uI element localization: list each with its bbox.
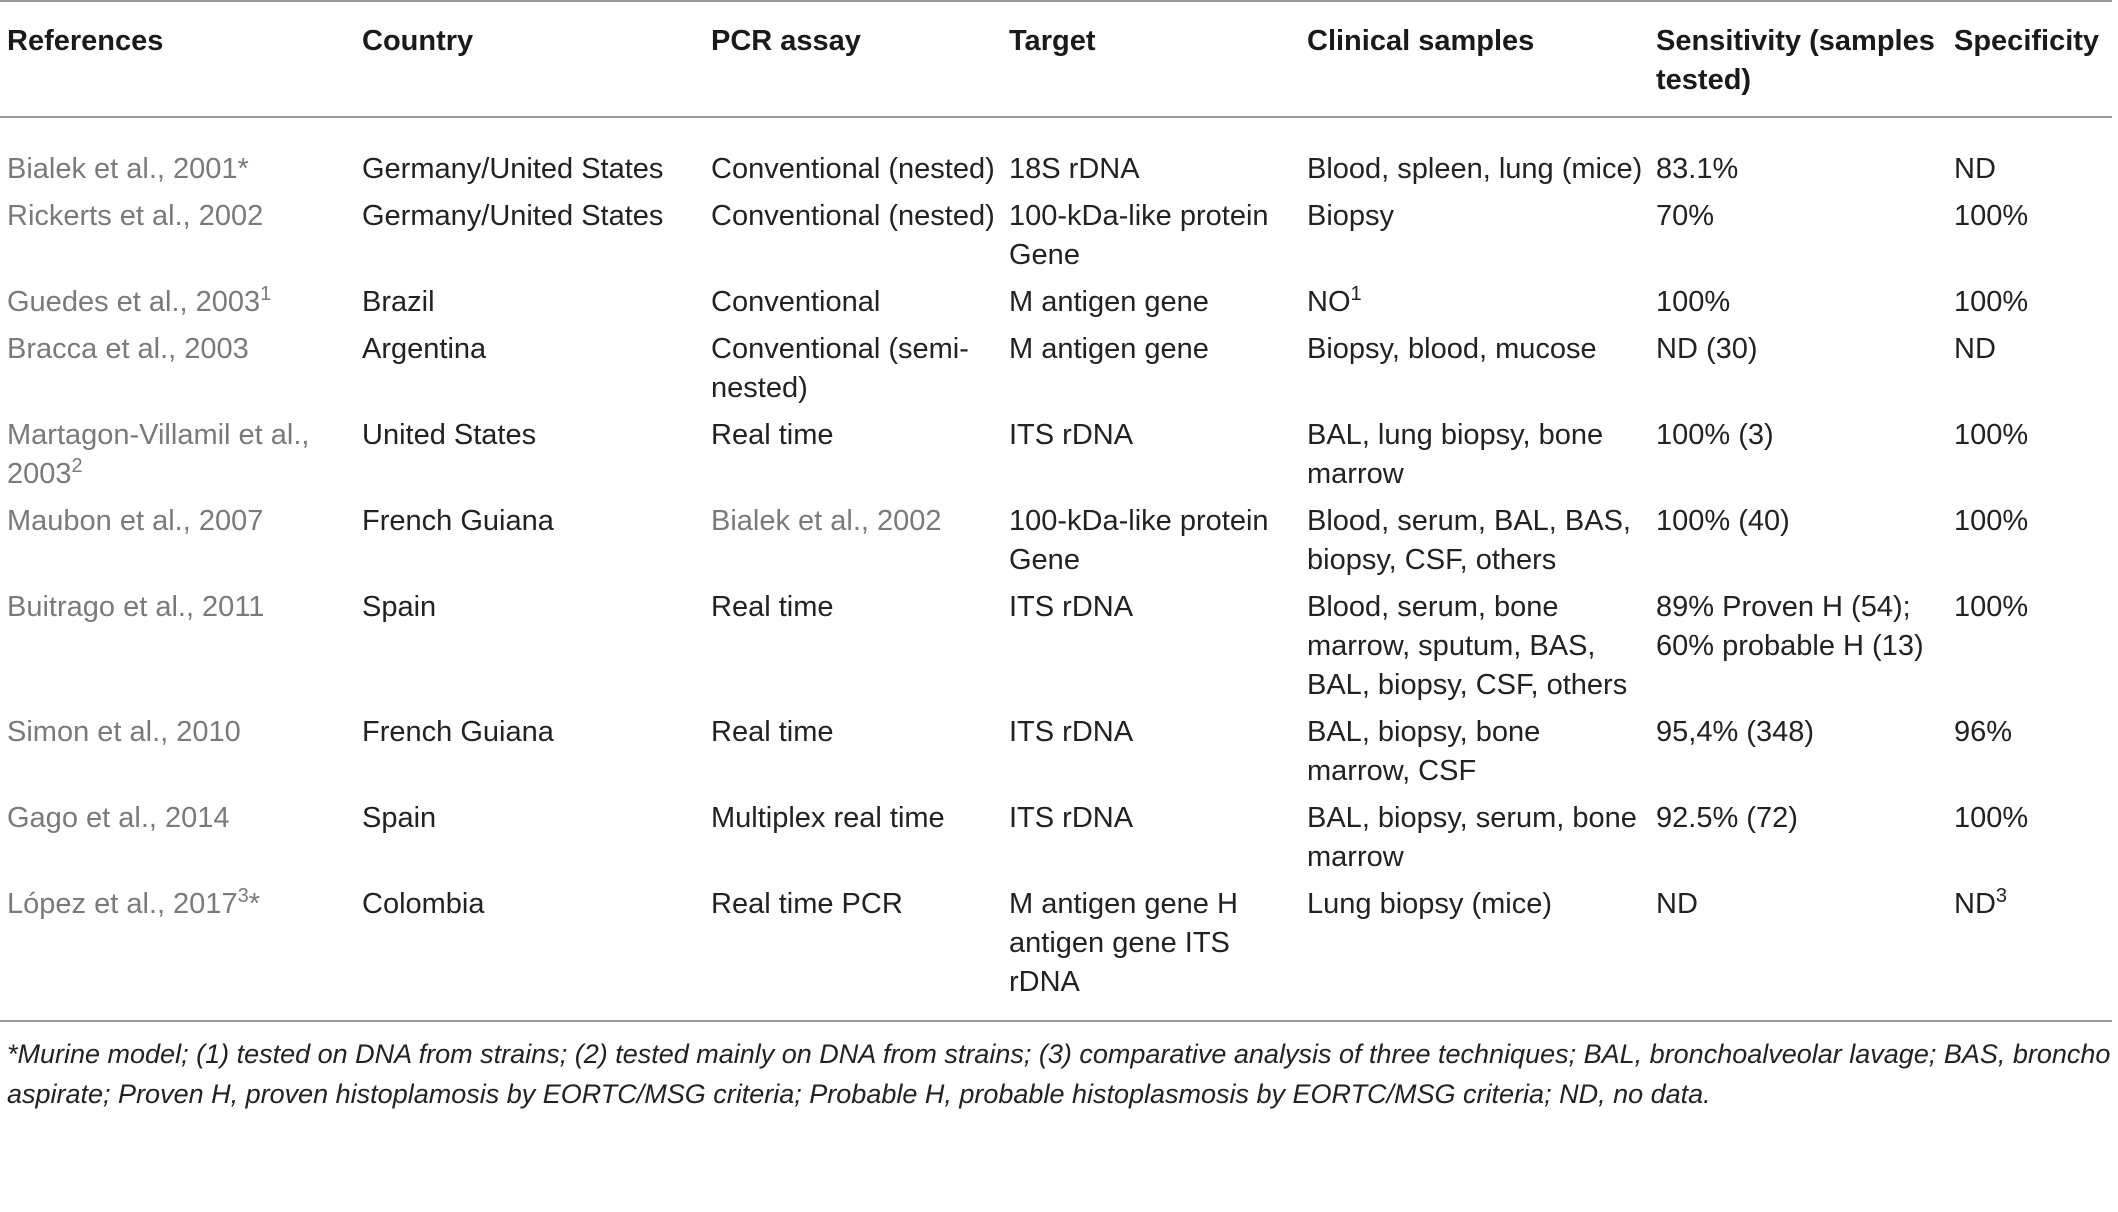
cell-target (1002, 799, 1300, 885)
cell-target (1002, 197, 1300, 283)
cell-pcr-assay (704, 197, 1002, 283)
table-body (0, 117, 2112, 1020)
specificity-text: 96% (1954, 716, 2013, 748)
cell-target (1002, 117, 1300, 197)
table-row (0, 416, 2112, 502)
pcr-assay-text: Conventional (711, 286, 881, 318)
cell-sensitivity (1649, 283, 1947, 330)
country-text: Spain (362, 591, 437, 623)
cell-specificity (1947, 197, 2112, 283)
header-clinical-samples: Clinical samples (1307, 25, 1535, 57)
sensitivity-text: ND (1656, 888, 1698, 920)
pcr-assay-text: Real time (711, 716, 834, 748)
cell-target (1002, 588, 1300, 713)
pcr-assay-text: Multiplex real time (711, 802, 945, 834)
cell-specificity (1947, 330, 2112, 416)
cell-specificity (1947, 283, 2112, 330)
cell-clinical-samples (1300, 588, 1649, 713)
cell-sensitivity (1649, 588, 1947, 713)
cell-reference (0, 117, 355, 197)
cell-country (355, 799, 704, 885)
table-row (0, 713, 2112, 799)
target-text: ITS rDNA (1009, 419, 1134, 451)
cell-country (355, 502, 704, 588)
cell-country (355, 117, 704, 197)
cell-reference (0, 197, 355, 283)
table-row (0, 588, 2112, 713)
cell-sensitivity (1649, 117, 1947, 197)
cell-specificity (1947, 502, 2112, 588)
target-text: ITS rDNA (1009, 802, 1134, 834)
specificity-text: 100% (1954, 200, 2029, 232)
target-text: M antigen gene (1009, 333, 1209, 365)
table-footnote: *Murine model; (1) tested on DNA from strains; (2) tested mainly on DNA from strains; (3) comparative analysis of three techniques; BAL, bronchoalveolar lavage; BAS, broncho aspirate; Proven H, proven histoplamosis by EORTC/MSG criteria; Probable H, probable histoplasmosis by EORTC/MSG criteria; ND, no data. (0, 1020, 2112, 1114)
cell-pcr-assay (704, 799, 1002, 885)
target-text: M antigen gene H antigen gene ITS rDNA (1009, 888, 1238, 998)
header-specificity: Specificity (1954, 25, 2100, 57)
cell-pcr-assay (704, 713, 1002, 799)
reference-text: Simon et al., 2010 (7, 716, 241, 748)
cell-sensitivity (1649, 799, 1947, 885)
cell-pcr-assay (704, 885, 1002, 1020)
table-row (0, 502, 2112, 588)
cell-country (355, 588, 704, 713)
header-sensitivity: Sensitivity (samples tested) (1656, 25, 1935, 96)
cell-reference (0, 416, 355, 502)
pcr-assay-text: Conventional (semi-nested) (711, 333, 969, 404)
cell-clinical-samples (1300, 283, 1649, 330)
pcr-assay-text: Real time (711, 591, 834, 623)
clinical-samples-text: Biopsy, blood, mucose (1307, 333, 1597, 365)
table-row (0, 197, 2112, 283)
cell-clinical-samples (1300, 885, 1649, 1020)
cell-specificity (1947, 799, 2112, 885)
cell-sensitivity (1649, 885, 1947, 1020)
target-text: M antigen gene (1009, 286, 1209, 318)
cell-target (1002, 283, 1300, 330)
cell-sensitivity (1649, 330, 1947, 416)
clinical-samples-text: Blood, serum, BAL, BAS, biopsy, CSF, others (1307, 505, 1631, 576)
header-country: Country (362, 25, 474, 57)
cell-clinical-samples (1300, 330, 1649, 416)
table-row (0, 799, 2112, 885)
target-text: 100-kDa-like protein Gene (1009, 505, 1269, 576)
specificity-text: 100% (1954, 286, 2029, 318)
reference-text: Bracca et al., 2003 (7, 333, 249, 365)
sensitivity-text: 92.5% (72) (1656, 802, 1798, 834)
cell-reference (0, 885, 355, 1020)
pcr-assay-text: Conventional (nested) (711, 153, 995, 185)
pcr-assay-text: Real time PCR (711, 888, 903, 920)
cell-country (355, 885, 704, 1020)
country-text: Brazil (362, 286, 435, 318)
cell-target (1002, 713, 1300, 799)
cell-specificity (1947, 713, 2112, 799)
reference-footnote-marker: 1 (260, 283, 272, 305)
sensitivity-text: ND (30) (1656, 333, 1758, 365)
cell-country (355, 330, 704, 416)
specificity-text: 100% (1954, 419, 2029, 451)
sensitivity-text: 83.1% (1656, 153, 1739, 185)
country-text: Spain (362, 802, 437, 834)
target-text: ITS rDNA (1009, 591, 1134, 623)
cell-pcr-assay (704, 502, 1002, 588)
cell-specificity (1947, 416, 2112, 502)
reference-text: Guedes et al., 2003 (7, 286, 261, 318)
table-row (0, 117, 2112, 197)
cell-sensitivity (1649, 197, 1947, 283)
country-text: Germany/United States (362, 200, 664, 232)
cell-country (355, 197, 704, 283)
sensitivity-text: 70% (1656, 200, 1715, 232)
clinical-samples-text: BAL, lung biopsy, bone marrow (1307, 419, 1604, 490)
country-text: Argentina (362, 333, 487, 365)
cell-specificity (1947, 117, 2112, 197)
country-text: French Guiana (362, 505, 554, 537)
table-row (0, 885, 2112, 1020)
header-row (0, 1, 2112, 117)
cell-sensitivity (1649, 713, 1947, 799)
specificity-text: ND (1954, 153, 1996, 185)
cell-reference (0, 330, 355, 416)
reference-text: Buitrago et al., 2011 (7, 591, 265, 623)
cell-target (1002, 502, 1300, 588)
samples-footnote-marker: 1 (1350, 283, 1362, 305)
target-text: ITS rDNA (1009, 716, 1134, 748)
cell-pcr-assay (704, 117, 1002, 197)
cell-pcr-assay (704, 283, 1002, 330)
cell-reference (0, 502, 355, 588)
cell-sensitivity (1649, 416, 1947, 502)
reference-footnote-marker: 3 (237, 885, 249, 907)
reference-asterisk: * (237, 153, 249, 185)
specificity-footnote-marker: 3 (1995, 885, 2008, 907)
clinical-samples-text: NO (1307, 286, 1351, 318)
specificity-text: 100% (1954, 505, 2029, 537)
cell-clinical-samples (1300, 799, 1649, 885)
cell-sensitivity (1649, 502, 1947, 588)
country-text: Colombia (362, 888, 485, 920)
specificity-text: ND (1954, 888, 1996, 920)
clinical-samples-text: Blood, serum, bone marrow, sputum, BAS, BAL, biopsy, CSF, others (1307, 591, 1628, 701)
pcr-assay-text: Conventional (nested) (711, 200, 995, 232)
country-text: United States (362, 419, 537, 451)
sensitivity-text: 95,4% (348) (1656, 716, 1814, 748)
table-row (0, 330, 2112, 416)
country-text: Germany/United States (362, 153, 664, 185)
cell-target (1002, 416, 1300, 502)
cell-reference (0, 588, 355, 713)
cell-clinical-samples (1300, 197, 1649, 283)
table-row (0, 283, 2112, 330)
sensitivity-text: 100% (40) (1656, 505, 1790, 537)
header-pcr-assay: PCR assay (711, 25, 861, 57)
cell-country (355, 416, 704, 502)
cell-country (355, 713, 704, 799)
reference-text: Maubon et al., 2007 (7, 505, 264, 537)
reference-text: Bialek et al., 2001 (7, 153, 238, 185)
target-text: 18S rDNA (1009, 153, 1140, 185)
table-header (0, 1, 2112, 117)
clinical-samples-text: Biopsy (1307, 200, 1395, 232)
cell-clinical-samples (1300, 416, 1649, 502)
cell-clinical-samples (1300, 713, 1649, 799)
cell-pcr-assay (704, 588, 1002, 713)
cell-target (1002, 885, 1300, 1020)
cell-specificity (1947, 588, 2112, 713)
specificity-text: 100% (1954, 802, 2029, 834)
cell-pcr-assay (704, 416, 1002, 502)
cell-pcr-assay (704, 330, 1002, 416)
cell-specificity (1947, 885, 2112, 1020)
reference-text: Martagon-Villamil et al., 2003 (7, 419, 310, 490)
pcr-assay-text: Real time (711, 419, 834, 451)
country-text: French Guiana (362, 716, 554, 748)
clinical-samples-text: BAL, biopsy, bone marrow, CSF (1307, 716, 1541, 787)
target-text: 100-kDa-like protein Gene (1009, 200, 1269, 271)
specificity-text: ND (1954, 333, 1996, 365)
pcr-assay-text: Bialek et al., 2002 (711, 505, 942, 537)
sensitivity-text: 100% (3) (1656, 419, 1774, 451)
sensitivity-text: 89% Proven H (54); 60% probable H (13) (1656, 591, 1924, 662)
cell-reference (0, 283, 355, 330)
cell-reference (0, 799, 355, 885)
reference-footnote-marker: 2 (71, 455, 83, 477)
reference-text: Gago et al., 2014 (7, 802, 230, 834)
clinical-samples-text: Lung biopsy (mice) (1307, 888, 1552, 920)
header-target: Target (1009, 25, 1096, 57)
cell-reference (0, 713, 355, 799)
cell-clinical-samples (1300, 502, 1649, 588)
cell-target (1002, 330, 1300, 416)
clinical-samples-text: Blood, spleen, lung (mice) (1307, 153, 1643, 185)
header-references: References (7, 25, 164, 57)
cell-clinical-samples (1300, 117, 1649, 197)
sensitivity-text: 100% (1656, 286, 1731, 318)
reference-asterisk: * (248, 888, 260, 920)
specificity-text: 100% (1954, 591, 2029, 623)
reference-text: Rickerts et al., 2002 (7, 200, 264, 232)
reference-text: López et al., 2017 (7, 888, 238, 920)
cell-country (355, 283, 704, 330)
clinical-samples-text: BAL, biopsy, serum, bone marrow (1307, 802, 1637, 873)
